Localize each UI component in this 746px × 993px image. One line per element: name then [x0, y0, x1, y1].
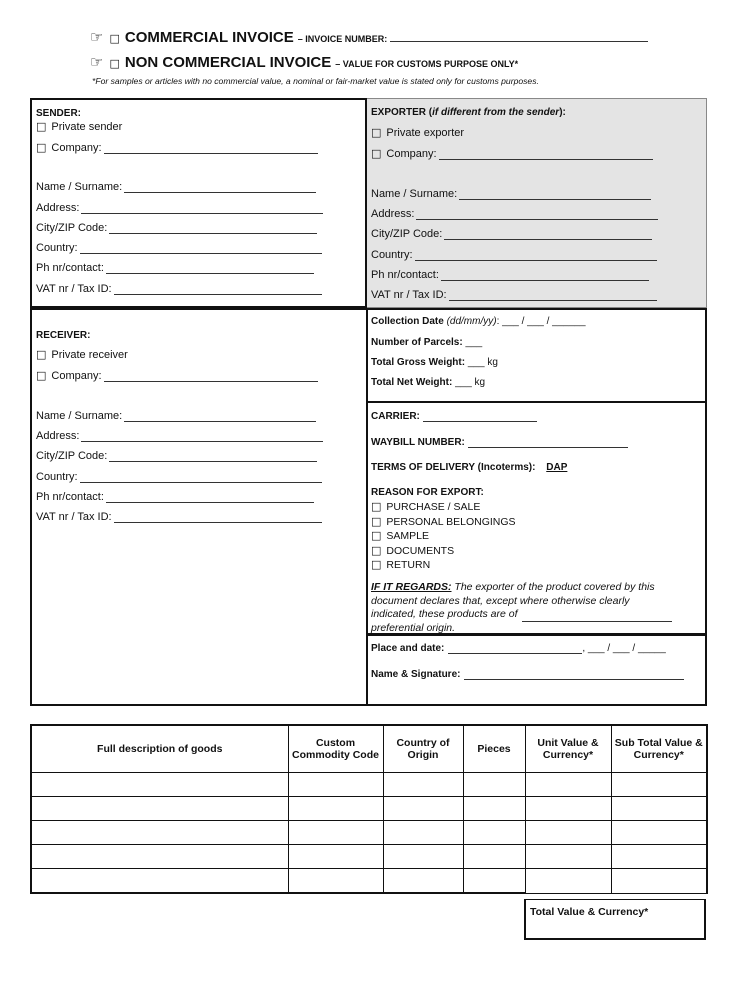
sender-country-row: Country: [36, 242, 322, 254]
waybill-field[interactable] [468, 436, 628, 448]
country-origin-cell[interactable] [383, 821, 463, 845]
column-header-unit-value: Unit Value & Currency* [525, 725, 611, 773]
commodity-code-cell[interactable] [288, 821, 383, 845]
checkbox-icon[interactable]: □ [371, 147, 382, 160]
place-field[interactable] [448, 642, 582, 654]
gross-weight-row[interactable]: Total Gross Weight: ___ kg [371, 357, 498, 368]
name-signature-row: Name & Signature: [371, 668, 684, 680]
reason-option-return[interactable]: □ RETURN [371, 558, 431, 571]
exporter-private-option[interactable]: □ Private exporter [371, 126, 465, 139]
receiver-title: RECEIVER: [36, 330, 91, 341]
sender-vat-field[interactable] [114, 283, 322, 295]
receiver-company-field[interactable] [104, 370, 318, 382]
subtotal-cell[interactable] [611, 773, 707, 797]
table-row [31, 773, 707, 797]
parcels-row[interactable]: Number of Parcels: ___ [371, 337, 483, 348]
sender-private-option[interactable]: □ Private sender [36, 120, 123, 133]
sender-name-field[interactable] [124, 181, 316, 193]
receiver-country-field[interactable] [80, 471, 322, 483]
description-cell[interactable] [31, 821, 288, 845]
terms-value[interactable]: DAP [546, 462, 568, 473]
checkbox-icon: □ [371, 514, 382, 528]
subtotal-cell[interactable] [611, 869, 707, 894]
receiver-name-field[interactable] [124, 410, 316, 422]
exporter-panel [367, 98, 707, 308]
description-cell[interactable] [31, 797, 288, 821]
exporter-name-row: Name / Surname: [371, 188, 651, 200]
checkbox-icon: □ [371, 126, 382, 139]
country-origin-cell[interactable] [383, 845, 463, 869]
receiver-country-row: Country: [36, 471, 322, 483]
pointing-hand-icon: ☞ [90, 53, 104, 71]
sender-phone-field[interactable] [106, 262, 314, 274]
sender-company-field[interactable] [104, 142, 318, 154]
customs-footnote: *For samples or articles with no commercial value, a nominal or fair-market value is stated only for customs purposes. [92, 76, 539, 86]
checkbox-icon[interactable]: □ [36, 141, 47, 154]
commercial-invoice-checkbox[interactable]: □ [109, 32, 120, 45]
table-row [31, 869, 707, 894]
total-value-box[interactable] [524, 899, 706, 940]
reason-options [371, 500, 516, 573]
commercial-invoice-title: COMMERCIAL INVOICE [124, 29, 294, 46]
country-origin-cell[interactable] [383, 797, 463, 821]
receiver-phone-field[interactable] [106, 491, 314, 503]
exporter-country-row: Country: [371, 249, 657, 261]
goods-header-row [31, 725, 707, 773]
column-header-pieces: Pieces [463, 725, 525, 773]
pieces-cell[interactable] [463, 797, 525, 821]
checkbox-icon: □ [36, 348, 47, 361]
subtotal-cell[interactable] [611, 845, 707, 869]
subtotal-cell[interactable] [611, 797, 707, 821]
invoice-number-label: – INVOICE NUMBER: [297, 34, 388, 44]
place-date-row: Place and date: , ___ / ___ / _____ [371, 643, 666, 654]
commodity-code-cell[interactable] [288, 797, 383, 821]
exporter-title: EXPORTER (if different from the sender): [371, 107, 566, 118]
exporter-city-row: City/ZIP Code: [371, 228, 652, 240]
receiver-company-row: □ Company: [36, 369, 318, 382]
carrier-row: CARRIER: [371, 410, 537, 422]
country-origin-cell[interactable] [383, 869, 463, 894]
table-row [31, 845, 707, 869]
non-commercial-invoice-title: NON COMMERCIAL INVOICE [124, 54, 332, 71]
exporter-name-field[interactable] [459, 188, 651, 200]
checkbox-icon: □ [371, 543, 382, 557]
sender-title: SENDER: [36, 108, 82, 119]
pieces-cell[interactable] [463, 773, 525, 797]
commodity-code-cell[interactable] [288, 845, 383, 869]
date-field[interactable]: , ___ / ___ / _____ [582, 643, 666, 654]
receiver-panel [30, 308, 368, 706]
unit-value-cell[interactable] [525, 797, 611, 821]
table-row [31, 797, 707, 821]
sender-phone-row: Ph nr/contact: [36, 262, 314, 274]
sender-country-field[interactable] [80, 242, 322, 254]
checkbox-icon: □ [371, 529, 382, 542]
sender-city-row: City/ZIP Code: [36, 222, 317, 234]
pieces-cell[interactable] [463, 845, 525, 869]
commercial-invoice-heading [90, 28, 648, 46]
unit-value-cell[interactable] [525, 773, 611, 797]
subtotal-cell[interactable] [611, 821, 707, 845]
non-commercial-invoice-checkbox[interactable]: □ [109, 57, 120, 70]
collection-panel [366, 308, 707, 403]
reason-option-personal[interactable]: □ PERSONAL BELONGINGS [371, 514, 516, 528]
receiver-city-field[interactable] [109, 450, 317, 462]
description-cell[interactable] [31, 845, 288, 869]
commodity-code-cell[interactable] [288, 773, 383, 797]
exporter-city-field[interactable] [444, 228, 652, 240]
invoice-number-field[interactable] [390, 41, 648, 42]
exporter-address-row: Address: [371, 208, 658, 220]
shipping-panel [366, 403, 707, 634]
sender-panel [30, 98, 367, 308]
signature-field[interactable] [464, 668, 684, 680]
receiver-name-row: Name / Surname: [36, 410, 316, 422]
exporter-vat-field[interactable] [449, 289, 657, 301]
origin-field[interactable] [522, 611, 672, 622]
checkbox-icon: □ [36, 120, 47, 133]
pieces-cell[interactable] [463, 821, 525, 845]
total-value-label: Total Value & Currency* [530, 906, 649, 918]
country-origin-cell[interactable] [383, 773, 463, 797]
exporter-vat-row: VAT nr / Tax ID: [371, 289, 657, 301]
checkbox-icon[interactable]: □ [36, 369, 47, 382]
non-commercial-invoice-heading [90, 53, 518, 71]
exporter-address-field[interactable] [416, 208, 658, 220]
column-header-description: Full description of goods [31, 725, 288, 773]
receiver-address-field[interactable] [81, 430, 323, 442]
receiver-phone-row: Ph nr/contact: [36, 491, 314, 503]
sender-address-row: Address: [36, 202, 323, 214]
sender-city-field[interactable] [109, 222, 317, 234]
exporter-company-row: □ Company: [371, 147, 653, 160]
exporter-country-field[interactable] [415, 249, 657, 261]
checkbox-icon: □ [371, 500, 382, 513]
column-header-subtotal: Sub Total Value & Currency* [611, 725, 707, 773]
pieces-cell[interactable] [463, 869, 525, 894]
unit-value-cell[interactable] [525, 845, 611, 869]
sender-address-field[interactable] [81, 202, 323, 214]
sender-vat-row: VAT nr / Tax ID: [36, 283, 322, 295]
customs-value-note: – VALUE FOR CUSTOMS PURPOSE ONLY* [335, 59, 519, 69]
waybill-row: WAYBILL NUMBER: [371, 436, 628, 448]
exporter-phone-field[interactable] [441, 269, 649, 281]
pointing-hand-icon: ☞ [90, 28, 104, 46]
column-header-commodity-code: Custom Commodity Code [288, 725, 383, 773]
exporter-phone-row: Ph nr/contact: [371, 269, 649, 281]
reason-option-sample[interactable]: □ SAMPLE [371, 529, 430, 542]
checkbox-icon: □ [371, 558, 382, 571]
sender-name-row: Name / Surname: [36, 181, 316, 193]
collection-date-row[interactable]: Collection Date (dd/mm/yy): ___ / ___ / ______ [371, 316, 586, 327]
goods-table [30, 724, 708, 894]
terms-row: TERMS OF DELIVERY (Incoterms): DAP [371, 462, 575, 473]
unit-value-cell[interactable] [525, 869, 611, 894]
receiver-address-row: Address: [36, 430, 323, 442]
carrier-field[interactable] [423, 410, 537, 422]
reason-title: REASON FOR EXPORT: [371, 487, 484, 498]
table-row [31, 821, 707, 845]
receiver-vat-field[interactable] [114, 511, 322, 523]
column-header-country-origin: Country of Origin [383, 725, 463, 773]
signature-panel [366, 634, 707, 706]
unit-value-cell[interactable] [525, 821, 611, 845]
net-weight-row[interactable]: Total Net Weight: ___ kg [371, 377, 486, 388]
origin-declaration: IF IT REGARDS: The exporter of the product covered by this document declares that, except where otherwise clearly indicated, these products are of preferential origin. [371, 581, 672, 636]
description-cell[interactable] [31, 773, 288, 797]
description-cell[interactable] [31, 869, 288, 894]
receiver-city-row: City/ZIP Code: [36, 450, 317, 462]
receiver-private-option[interactable]: □ Private receiver [36, 348, 128, 361]
reason-option-documents[interactable]: □ DOCUMENTS [371, 543, 455, 557]
exporter-company-field[interactable] [439, 148, 653, 160]
receiver-vat-row: VAT nr / Tax ID: [36, 511, 322, 523]
sender-company-row: □ Company: [36, 141, 318, 154]
reason-option-purchase[interactable]: □ PURCHASE / SALE [371, 500, 481, 513]
commodity-code-cell[interactable] [288, 869, 383, 894]
